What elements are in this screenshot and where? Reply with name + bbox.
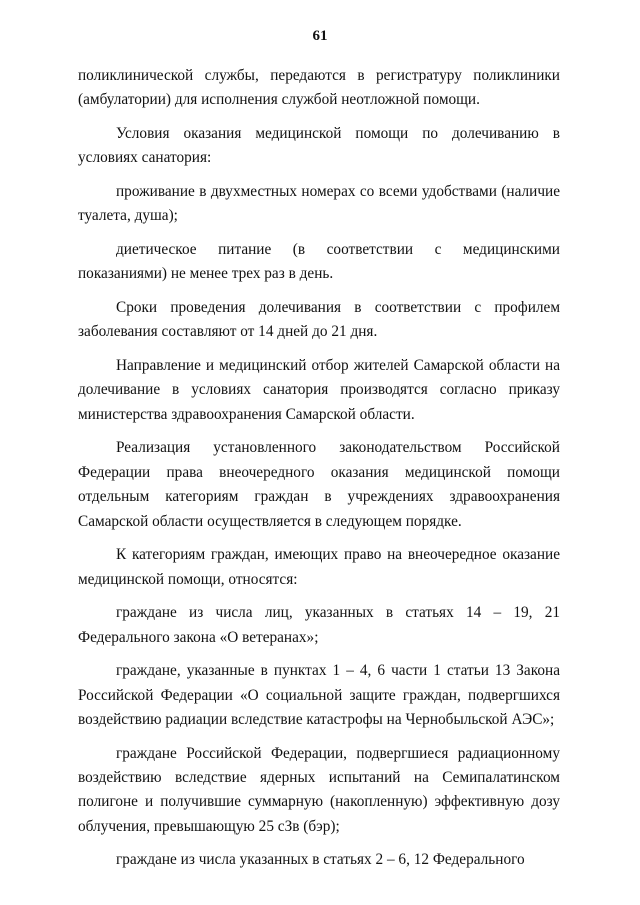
paragraph-accommodation: проживание в двухместных номерах со всеми удобствами (наличие туалета, душа); bbox=[78, 183, 560, 225]
paragraph-priority-care: Реализация установленного законодательством Российской Федерации права внеочередного оказания медицинской помощи отдельным категориям граждан в учреждениях здравоохранения Самарской области осуществляется в следующем порядке. bbox=[78, 439, 560, 530]
page-number: 61 bbox=[312, 28, 328, 44]
paragraph-semipalatinsk: граждане Российской Федерации, подвергшиеся радиационному воздействию вследствие ядерных испытаний на Семипалатинском полигоне и получившие суммарную (накопленную) эффективную дозу облучения, превышающую 25 сЗв (бэр); bbox=[78, 744, 560, 835]
paragraph-eligible-categories: К категориям граждан, имеющих право на внеочередное оказание медицинской помощи, относятся: bbox=[78, 546, 560, 588]
paragraph-federal-law: граждане из числа указанных в статьях 2 – 6, 12 Федерального bbox=[116, 851, 525, 869]
paragraph-veterans: граждане из числа лиц, указанных в статьях 14 – 19, 21 Федерального закона «О ветеранах»; bbox=[78, 604, 560, 646]
document-body bbox=[78, 64, 560, 882]
paragraph-sanatorium-conditions: Условия оказания медицинской помощи по долечиванию в условиях санатория: bbox=[78, 125, 560, 167]
paragraph-referral: Направление и медицинский отбор жителей Самарской области на долечивание в условиях санатория производятся согласно приказу министерства здравоохранения Самарской области. bbox=[78, 357, 560, 423]
paragraph-continuation: поликлинической службы, передаются в регистратуру поликлиники (амбулатории) для исполнения службой неотложной помощи. bbox=[78, 67, 560, 109]
paragraph-chernobyl: граждане, указанные в пунктах 1 – 4, 6 части 1 статьи 13 Закона Российской Федерации «О социальной защите граждан, подвергшихся воздействию радиации вследствие катастрофы на Чернобыльской АЭС»; bbox=[78, 662, 560, 729]
paragraph-treatment-terms: Сроки проведения долечивания в соответствии с профилем заболевания составляют от 14 дней до 21 дня. bbox=[78, 299, 560, 341]
paragraph-diet: диетическое питание (в соответствии с медицинскими показаниями) не менее трех раз в день. bbox=[78, 241, 560, 283]
